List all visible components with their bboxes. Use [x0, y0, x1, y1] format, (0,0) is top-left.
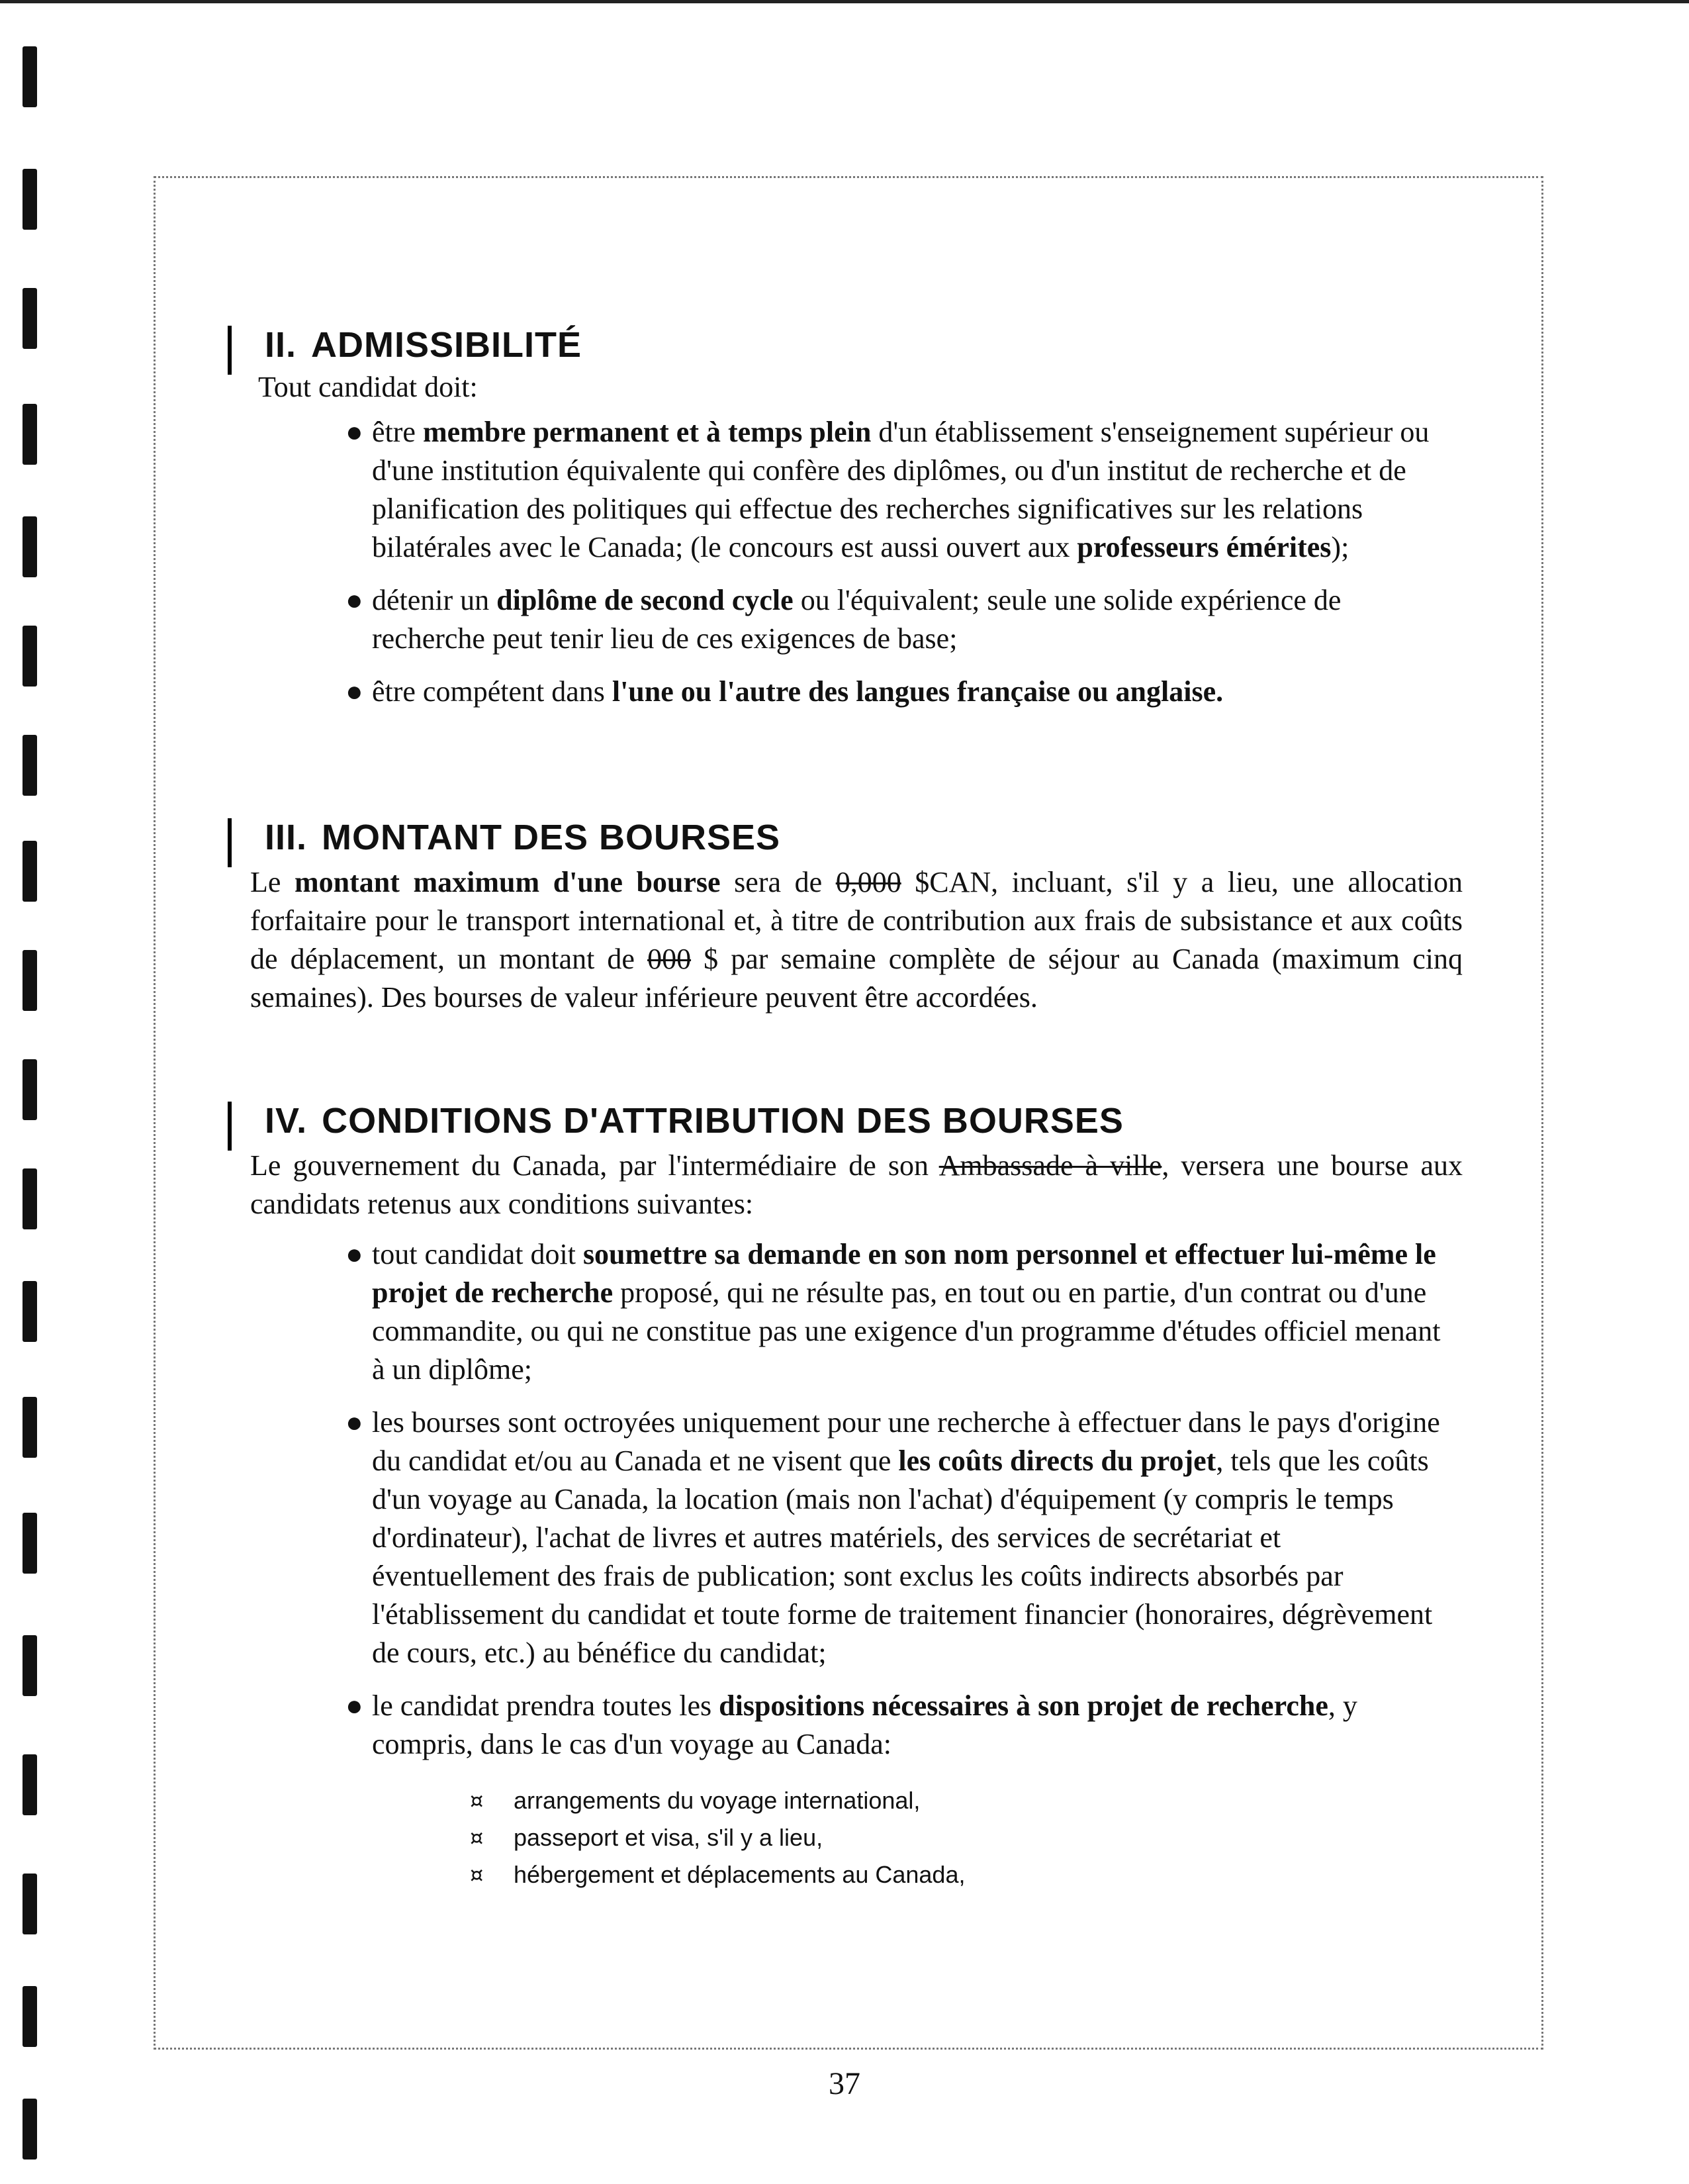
currency-sign-icon: ¤ [470, 1862, 484, 1887]
list-item: ● être membre permanent et à temps plein d'un établissement s'enseignement supérieur ou d'une institution équivalente qui confère des diplômes, ou d'un institut de recherche et de planification des politiques qui effectue des recherches significatives sur les relations bilatérales avec le Canada; (le concours est aussi ouvert aux professeurs émérites); [345, 413, 1444, 567]
section-admissibilite [232, 323, 1463, 726]
section-montant [232, 816, 1463, 1017]
list-item: ● être compétent dans l'une ou l'autre des langues française ou anglaise. [345, 673, 1444, 711]
binding-holes [23, 46, 42, 2165]
bullet-icon: ● [345, 1689, 363, 1722]
bullet-icon: ● [345, 1406, 363, 1439]
currency-sign-icon: ¤ [470, 1825, 484, 1850]
section-heading [232, 816, 1463, 859]
emphasis: l'une ou l'autre des langues française ou anglaise. [612, 675, 1224, 708]
intro-text: Tout candidat doit: [258, 371, 478, 403]
list-item: ● les bourses sont octroyées uniquement pour une recherche à effectuer dans le pays d'origine du candidat et/ou au Canada et ne visent que les coûts directs du projet, tels que les coûts d'un voyage au Canada, la location (mais non l'achat) d'équipement (y compris le temps d'ordinateur), l'achat de livres et autres matériels, des services de secrétariat et éventuellement des frais de publication; sont exclus les coûts indirects absorbés par l'établissement du candidat et toute forme de traitement financier (honoraires, dégrèvement de cours, etc.) au bénéfice du candidat; [345, 1403, 1444, 1672]
section-title: CONDITIONS D'ATTRIBUTION DES BOURSES [322, 1101, 1124, 1141]
section-title: MONTANT DES BOURSES [322, 818, 781, 857]
currency-sign-icon: ¤ [470, 1788, 484, 1813]
emphasis: les coûts directs du projet [898, 1445, 1216, 1477]
sub-list-item: ¤ arrangements du voyage international, [470, 1782, 1463, 1819]
struck-amount: 0,000 [835, 866, 901, 898]
section-heading [232, 1099, 1463, 1143]
sub-list [232, 1782, 1463, 1893]
section-heading [232, 323, 1463, 367]
change-bar [228, 326, 232, 375]
struck-text: Ambassade à ville [938, 1149, 1162, 1182]
struck-amount: 000 [647, 943, 692, 975]
top-rule [0, 0, 1689, 3]
change-bar [228, 818, 232, 867]
list-item: ● le candidat prendra toutes les dispositions nécessaires à son projet de recherche, y compris, dans le cas d'un voyage au Canada: [345, 1687, 1444, 1764]
emphasis: dispositions nécessaires à son projet de recherche [719, 1689, 1328, 1722]
paragraph: Le montant maximum d'une bourse sera de 0,000 $CAN, incluant, s'il y a lieu, une allocation forfaitaire pour le transport international et, à titre de contribution aux frais de subsistance et aux coûts de déplacement, un montant de 000 $ par semaine complète de séjour au Canada (maximum cinq semaines). Des bourses de valeur inférieure peuvent être accordées. [250, 866, 1463, 1014]
change-bar [228, 1102, 232, 1151]
sub-list-item: ¤ hébergement et déplacements au Canada, [470, 1856, 1463, 1893]
emphasis: montant maximum d'une bourse [295, 866, 721, 898]
list-item: ● tout candidat doit soumettre sa demande en son nom personnel et effectuer lui-même le projet de recherche proposé, qui ne résulte pas, en tout ou en partie, d'un contrat ou d'une commandite, ou qui ne constitue pas une exigence d'un programme d'études officiel menant à un diplôme; [345, 1235, 1444, 1389]
emphasis: diplôme de second cycle [496, 584, 794, 616]
list-item: ● détenir un diplôme de second cycle ou l'équivalent; seule une solide expérience de recherche peut tenir lieu de ces exigences de base; [345, 581, 1444, 658]
bullet-icon: ● [345, 1238, 363, 1270]
emphasis: professeurs émérites [1077, 531, 1332, 563]
section-number: III. [265, 818, 308, 857]
section-title: ADMISSIBILITÉ [311, 325, 582, 365]
emphasis: membre permanent et à temps plein [422, 416, 872, 448]
bullet-icon: ● [345, 675, 363, 708]
section-number: II. [265, 325, 297, 365]
page-number: 37 [829, 2066, 860, 2101]
emphasis: soumettre sa demande en son nom personnel et effectuer lui-même le projet de recherche [372, 1238, 1436, 1309]
paragraph: Le gouvernement du Canada, par l'intermédiaire de son Ambassade à ville, versera une bourse aux candidats retenus aux conditions suivantes: [250, 1149, 1463, 1220]
section-number: IV. [265, 1101, 308, 1141]
bullet-list [232, 413, 1463, 711]
sub-list-item: ¤ passeport et visa, s'il y a lieu, [470, 1819, 1463, 1856]
bullet-list [232, 1235, 1463, 1764]
section-conditions [232, 1099, 1463, 1893]
bullet-icon: ● [345, 416, 363, 448]
bullet-icon: ● [345, 584, 363, 616]
